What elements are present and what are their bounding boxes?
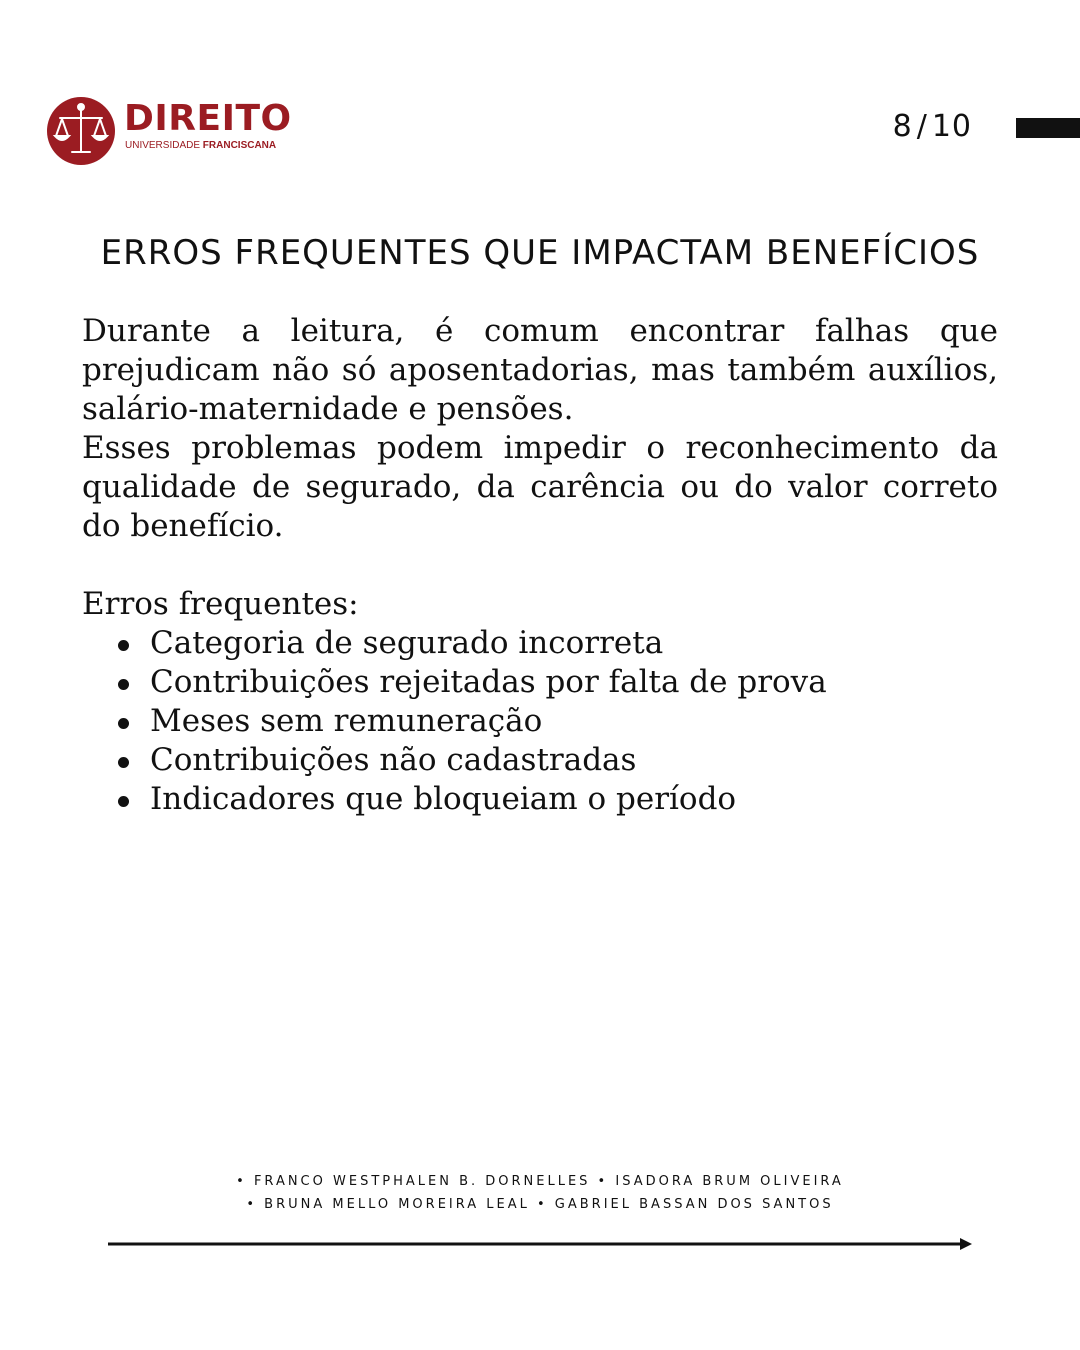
logo-subtitle: UNIVERSIDADE FRANCISCANA (125, 140, 277, 151)
page-current: 8 (892, 109, 913, 144)
body-content (82, 312, 998, 819)
credits-line-2: • BRUNA MELLO MOREIRA LEAL • GABRIEL BASSAN DOS SANTOS (246, 1197, 834, 1212)
list-item: Categoria de segurado incorreta (150, 624, 998, 663)
scales-of-justice-icon (46, 96, 116, 166)
list-heading: Erros frequentes: (82, 586, 359, 622)
list-item: Indicadores que bloqueiam o período (150, 780, 998, 819)
page-total: 10 (931, 109, 972, 144)
page-separator: / (916, 109, 928, 144)
logo (46, 94, 296, 166)
arrow-right-icon (108, 1234, 974, 1254)
list-item: Contribuições não cadastradas (150, 741, 998, 780)
credits (0, 1170, 1080, 1216)
spacer (82, 546, 998, 585)
corner-bar (1016, 118, 1080, 138)
page-title: ERROS FREQUENTES QUE IMPACTAM BENEFÍCIOS (100, 233, 980, 273)
paragraph-2: Esses problemas podem impedir o reconhecimento da qualidade de segurado, da carência ou do valor correto do benefício. (82, 430, 998, 544)
logo-title: DIREITO (124, 98, 292, 139)
page-counter (893, 110, 972, 144)
error-list (82, 624, 998, 819)
list-item: Contribuições rejeitadas por falta de prova (150, 663, 998, 702)
list-item: Meses sem remuneração (150, 702, 998, 741)
credits-line-1: • FRANCO WESTPHALEN B. DORNELLES • ISADORA BRUM OLIVEIRA (236, 1174, 844, 1189)
paragraph-1: Durante a leitura, é comum encontrar falhas que prejudicam não só aposentadorias, mas também auxílios, salário-maternidade e pensões. (82, 313, 998, 427)
